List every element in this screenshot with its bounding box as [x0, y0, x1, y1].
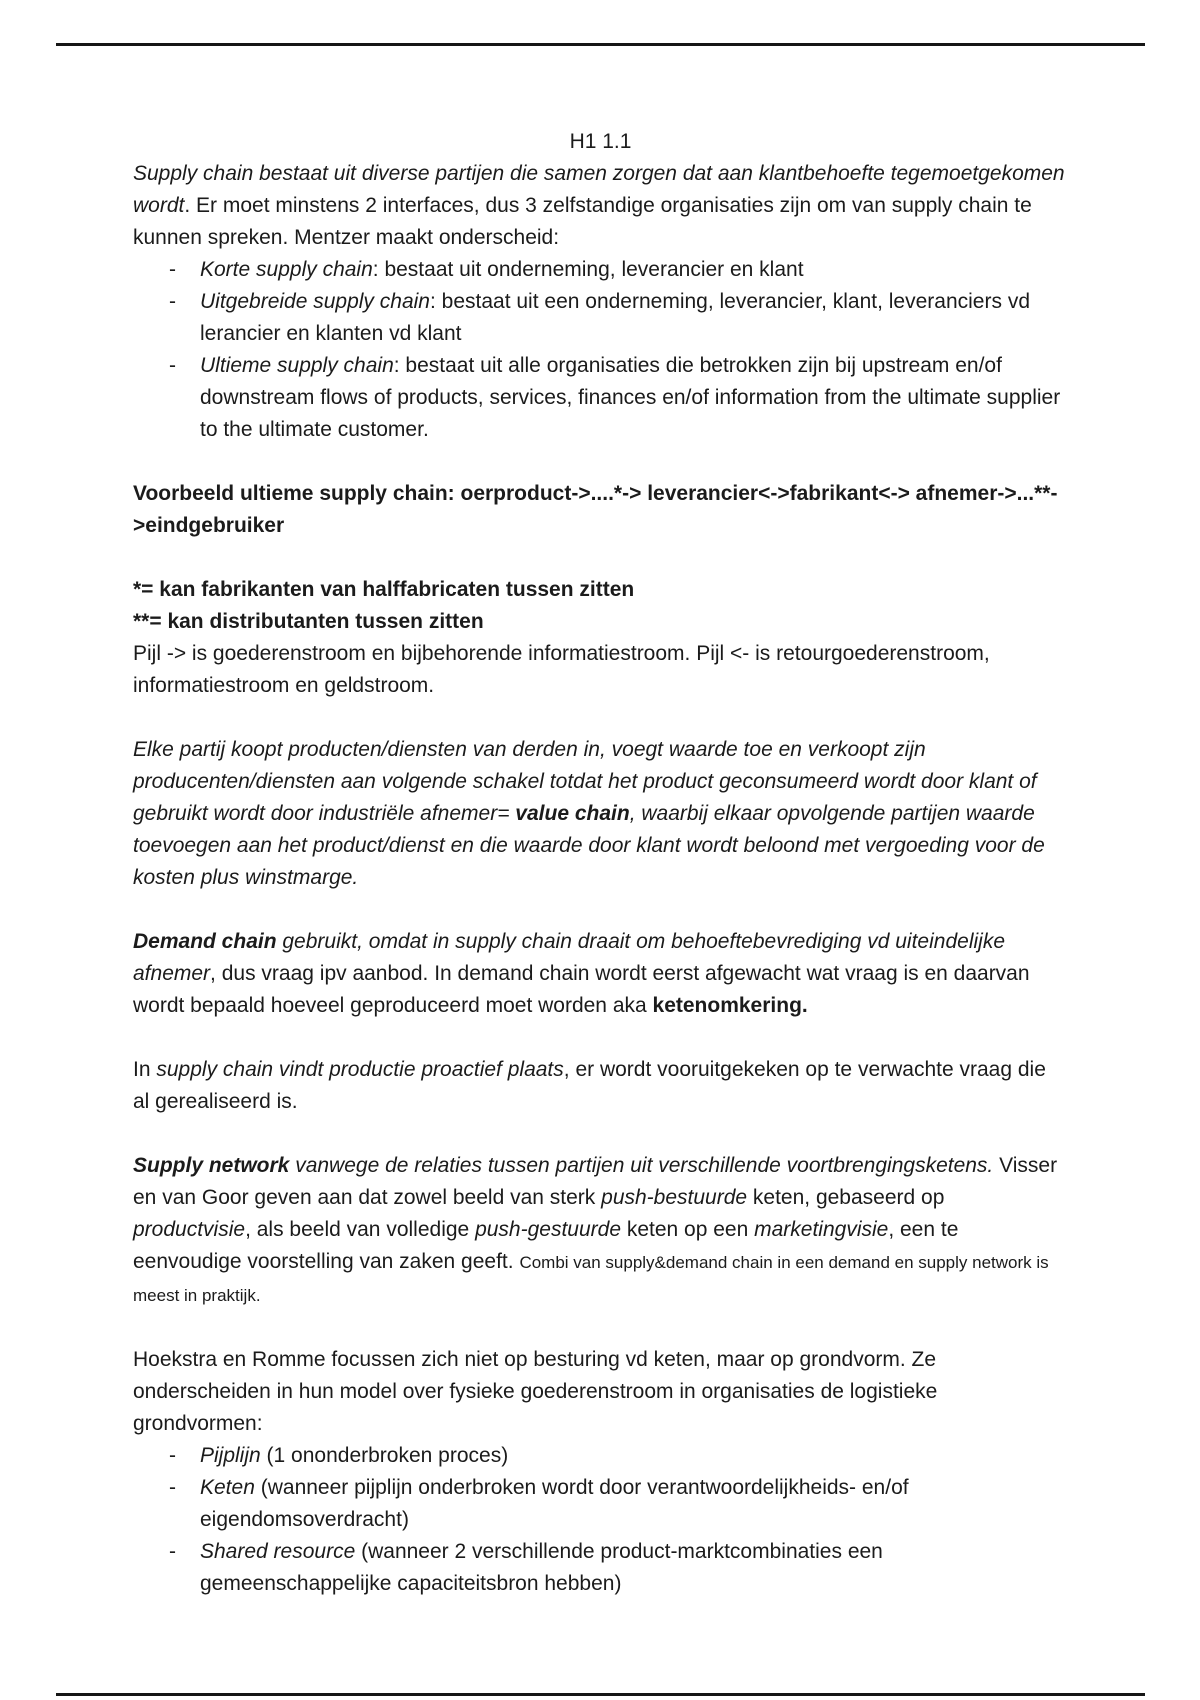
- voorbeeld-paragraph: Voorbeeld ultieme supply chain: oerproduct->....*-> leverancier<->fabrikant<-> afnemer->...**->eindgebruiker: [133, 482, 1058, 537]
- combi-note: Combi van supply&demand chain in een demand en supply network is meest in praktijk.: [133, 1253, 1049, 1305]
- text-run: , als beeld van volledige: [245, 1218, 476, 1241]
- document-content: [133, 126, 1068, 1600]
- top-rule: [56, 43, 1145, 46]
- list-item: [133, 1440, 1068, 1472]
- supply-network-term: Supply network: [133, 1154, 290, 1177]
- hoekstra-paragraph: Hoekstra en Romme focussen zich niet op besturing vd keten, maar op grondvorm. Ze onderscheiden in hun model over fysieke goederenstroom in organisaties de logistieke grondvormen:: [133, 1348, 938, 1435]
- list-item-text: [200, 254, 1068, 286]
- push-gestuurde-term: push-gestuurde: [475, 1218, 621, 1241]
- page-title: H1 1.1: [569, 130, 632, 153]
- bullet-marker: -: [169, 290, 176, 313]
- pijl-paragraph: Pijl -> is goederenstroom en bijbehorende informatiestroom. Pijl <- is retourgoederenstroom, informatiestroom en geldstroom.: [133, 642, 990, 697]
- bullet-marker: -: [169, 258, 176, 281]
- supply-chain-definition: Supply chain bestaat uit diverse partijen die samen zorgen dat aan klantbehoefte tegemoetgekomen wordt: [133, 162, 1065, 217]
- text-run: : bestaat uit een onderneming, leverancier, klant, leveranciers vd lerancier en klanten vd klant: [200, 290, 1030, 345]
- list-item-text: [200, 350, 1068, 446]
- list-item: [133, 286, 1068, 350]
- supply-network-paragraph: [133, 1150, 1068, 1312]
- proactief-paragraph: [133, 1054, 1068, 1118]
- value-chain-paragraph: [133, 734, 1068, 894]
- korte-supply-chain-term: Korte supply chain: [200, 258, 373, 281]
- bullet-marker: -: [169, 1476, 176, 1499]
- text-run: , er wordt vooruitgekeken op te verwachte vraag die al gerealiseerd is.: [133, 1058, 1046, 1113]
- text-run: Elke partij koopt producten/diensten van derden in, voegt waarde toe en verkoopt zijn producenten/diensten aan volgende schakel totdat het product geconsumeerd wordt door klant of gebruikt wordt door industriële afnemer=: [133, 738, 1037, 825]
- text-run: vanwege de relaties tussen partijen uit verschillende voortbrengingsketens.: [289, 1154, 994, 1177]
- ketenomkering-term: ketenomkering.: [652, 994, 808, 1017]
- demand-chain-term: Demand chain: [133, 930, 277, 953]
- list-item-text: [200, 1440, 1068, 1472]
- list-item: [133, 1536, 1068, 1600]
- mentzer-list: [133, 254, 1068, 446]
- text-run: (wanneer pijplijn onderbroken wordt door verantwoordelijkheids- en/of eigendomsoverdracht): [200, 1476, 909, 1531]
- text-run: , waarbij elkaar opvolgende partijen waarde toevoegen aan het product/dienst en die waarde door klant wordt beloond met vergoeding voor de kosten plus winstmarge.: [133, 802, 1045, 889]
- text-run: In: [133, 1058, 157, 1081]
- text-run: (wanneer 2 verschillende product-marktcombinaties een gemeenschappelijke capaciteitsbron hebben): [200, 1540, 883, 1595]
- uitgebreide-supply-chain-term: Uitgebreide supply chain: [200, 290, 430, 313]
- text-run: , een te eenvoudige voorstelling van zaken geeft.: [133, 1218, 959, 1273]
- footnote-double-star: **= kan distributanten tussen zitten: [133, 610, 484, 633]
- intro-paragraph: [133, 158, 1068, 254]
- bullet-marker: -: [169, 1540, 176, 1563]
- bottom-rule: [56, 1693, 1145, 1696]
- text-run: gebruikt, omdat in supply chain draait om behoeftebevrediging vd uiteindelijke afnemer: [133, 930, 1005, 985]
- ultieme-supply-chain-term: Ultieme supply chain: [200, 354, 394, 377]
- text-run: : bestaat uit alle organisaties die betrokken zijn bij upstream en/of downstream flows of products, services, finances en/of information from the ultimate supplier to the ultimate customer.: [200, 354, 1061, 441]
- bullet-marker: -: [169, 354, 176, 377]
- list-item-text: [200, 1536, 1068, 1600]
- marketingvisie-term: marketingvisie: [754, 1218, 889, 1241]
- demand-chain-paragraph: [133, 926, 1068, 1022]
- bullet-marker: -: [169, 1444, 176, 1467]
- text-run: : bestaat uit onderneming, leverancier en klant: [372, 258, 804, 281]
- list-item: [133, 1472, 1068, 1536]
- push-bestuurde-term: push-bestuurde: [601, 1186, 748, 1209]
- text-run: , dus vraag ipv aanbod. In demand chain wordt eerst afgewacht wat vraag is en daarvan wordt bepaald hoeveel geproduceerd moet worden aka: [133, 962, 1030, 1017]
- pijplijn-term: Pijplijn: [200, 1444, 261, 1467]
- list-item-text: [200, 1472, 1068, 1536]
- text-run: Visser en van Goor geven aan dat zowel beeld van sterk: [133, 1154, 1058, 1209]
- list-item-text: [200, 286, 1068, 350]
- list-item: [133, 350, 1068, 446]
- list-item: [133, 254, 1068, 286]
- shared-resource-term: Shared resource: [200, 1540, 356, 1563]
- grondvormen-list: [133, 1440, 1068, 1600]
- keten-term: Keten: [200, 1476, 255, 1499]
- footnote-star: *= kan fabrikanten van halffabricaten tussen zitten: [133, 578, 635, 601]
- text-run: . Er moet minstens 2 interfaces, dus 3 zelfstandige organisaties zijn om van supply chain te kunnen spreken. Mentzer maakt onderscheid:: [133, 194, 1032, 249]
- value-chain-term: value chain: [515, 802, 630, 825]
- text-run: (1 ononderbroken proces): [260, 1444, 509, 1467]
- productvisie-term: productvisie: [133, 1218, 246, 1241]
- text-run: keten op een: [621, 1218, 755, 1241]
- text-run: supply chain vindt productie proactief plaats: [156, 1058, 564, 1081]
- text-run: keten, gebaseerd op: [747, 1186, 945, 1209]
